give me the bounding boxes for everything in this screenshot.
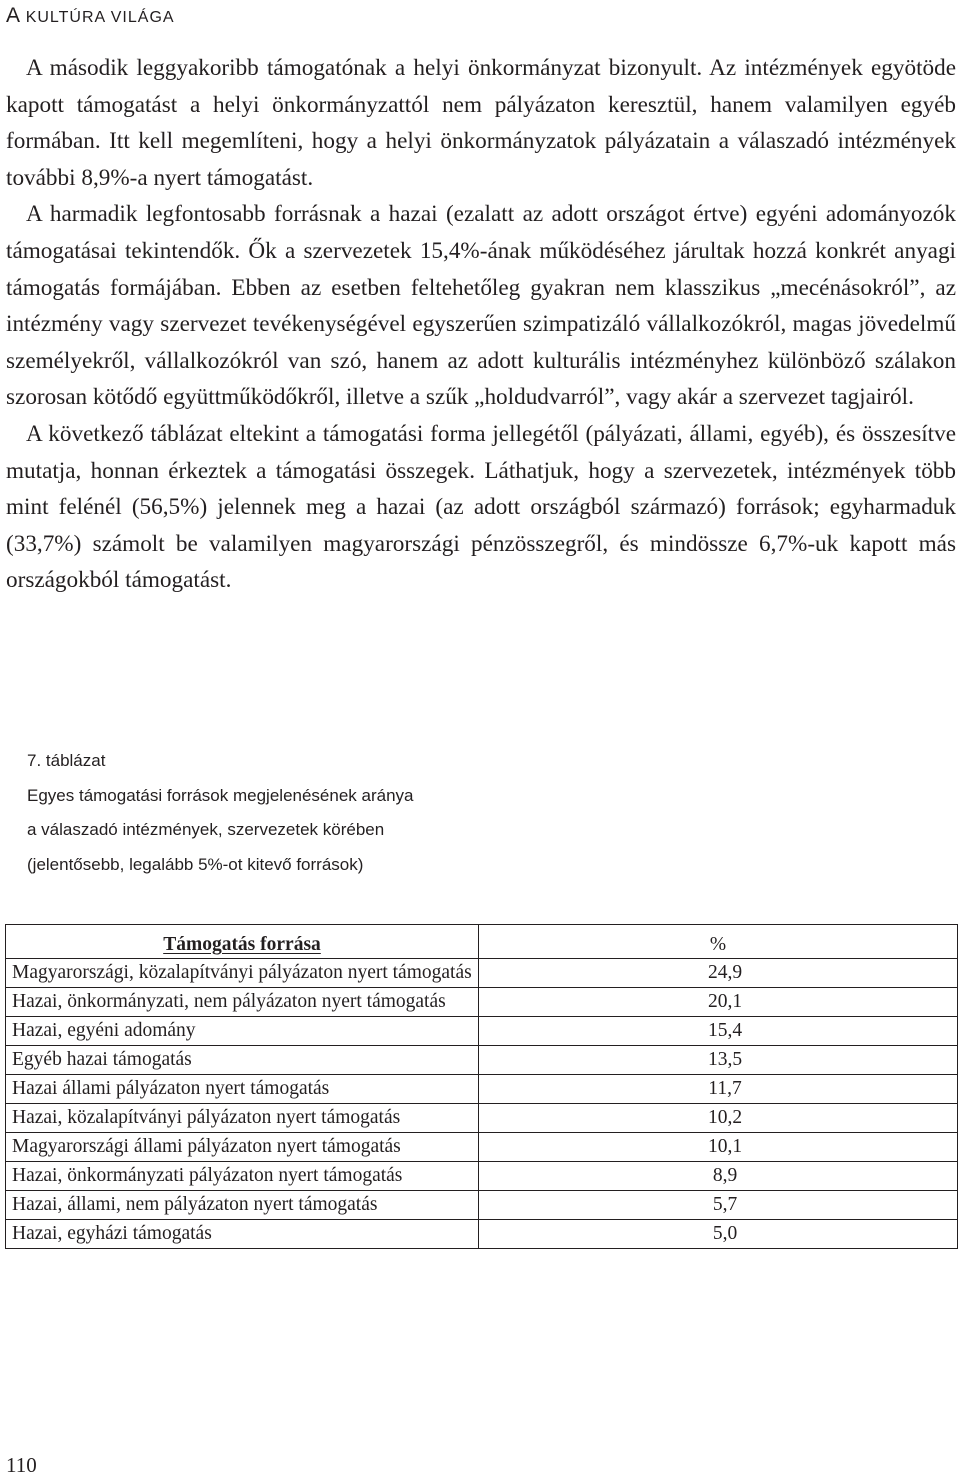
column-header-percent: %	[479, 925, 958, 959]
table-title-line-3: (jelentősebb, legalább 5%-ot kitevő források)	[27, 854, 364, 874]
table-header-row	[6, 925, 958, 959]
row-percent: 15,4	[479, 1017, 958, 1046]
table-row	[6, 1017, 958, 1046]
row-percent: 5,7	[479, 1191, 958, 1220]
table-row	[6, 959, 958, 988]
row-source: Egyéb hazai támogatás	[6, 1046, 479, 1075]
table-row	[6, 1133, 958, 1162]
row-source: Magyarországi állami pályázaton nyert támogatás	[6, 1133, 479, 1162]
table-row	[6, 1046, 958, 1075]
table-row	[6, 1162, 958, 1191]
table-title-line-1: Egyes támogatási források megjelenésének aránya	[27, 785, 414, 805]
column-header-source: Támogatás forrása	[6, 925, 479, 959]
row-source: Hazai, önkormányzati pályázaton nyert támogatás	[6, 1162, 479, 1191]
row-source: Hazai, egyéni adomány	[6, 1017, 479, 1046]
table-row	[6, 1104, 958, 1133]
row-percent: 10,2	[479, 1104, 958, 1133]
table-row	[6, 1075, 958, 1104]
paragraph-3: A következő táblázat eltekint a támogatási forma jellegétől (pályázati, állami, egyéb), és összesítve mutatja, honnan érkeztek a támogatási összegek. Láthatjuk, hogy a szervezetek, intézmények több mint felénél (56,5%) jelennek meg a hazai (az adott országból származó) források; egyharmaduk (33,7%) számolt be valamilyen magyarországi pénzösszegről, és mindössze 6,7%-uk kapott más országokból támogatást.	[6, 420, 956, 594]
table-number: 7. táblázat	[27, 751, 106, 770]
row-source: Hazai, állami, nem pályázaton nyert támogatás	[6, 1191, 479, 1220]
table-row	[6, 1191, 958, 1220]
table-title-line-2: a válaszadó intézmények, szervezetek körében	[27, 820, 385, 839]
row-percent: 24,9	[479, 959, 958, 988]
body-text	[6, 50, 956, 599]
row-source: Hazai állami pályázaton nyert támogatás	[6, 1075, 479, 1104]
support-sources-table	[5, 924, 958, 1249]
table-row	[6, 988, 958, 1017]
running-header-initial: A	[6, 4, 20, 27]
row-source: Magyarországi, közalapítványi pályázaton nyert támogatás	[6, 959, 479, 988]
row-percent: 11,7	[479, 1075, 958, 1104]
row-percent: 8,9	[479, 1162, 958, 1191]
row-percent: 10,1	[479, 1133, 958, 1162]
row-percent: 5,0	[479, 1220, 958, 1249]
row-percent: 20,1	[479, 988, 958, 1017]
running-header-title: KULTÚRA VILÁGA	[25, 9, 175, 26]
running-header	[6, 4, 175, 28]
row-source: Hazai, önkormányzati, nem pályázaton nyert támogatás	[6, 988, 479, 1017]
paragraph-2: A harmadik legfontosabb forrásnak a hazai (ezalatt az adott országot értve) egyéni adományozók támogatásai tekintendők. Ők a szervezetek 15,4%-ának működéséhez járultak hozzá konkrét anyagi támogatás formájában. Ebben az esetben feltehetőleg gyakran nem klasszikus „mecénásokról”, az intézmény vagy szervezet tevékenységével egyszerűen szimpatizáló vállalkozókról, magas jövedelmű személyekről, vállalkozókról van szó, hanem az adott kulturális intézményhez különböző szálakon szorosan kötődő együttműködőkről, illetve a szűk „holdudvarról”, vagy akár a szervezet tagjairól.	[6, 201, 956, 411]
paragraph-1: A második leggyakoribb támogatónak a helyi önkormányzat bizonyult. Az intézmények egyötöde kapott támogatást a helyi önkormányzattól nem pályázaton keresztül, hanem valamilyen egyéb formában. Itt kell megemlíteni, hogy a helyi önkormányzatok pályázatain a válaszadó intézmények további 8,9%-a nyert támogatást.	[6, 55, 956, 191]
table-row	[6, 1220, 958, 1249]
row-source: Hazai, egyházi támogatás	[6, 1220, 479, 1249]
table-caption	[27, 744, 414, 882]
row-percent: 13,5	[479, 1046, 958, 1075]
page-number: 110	[6, 1453, 37, 1477]
row-source: Hazai, közalapítványi pályázaton nyert támogatás	[6, 1104, 479, 1133]
